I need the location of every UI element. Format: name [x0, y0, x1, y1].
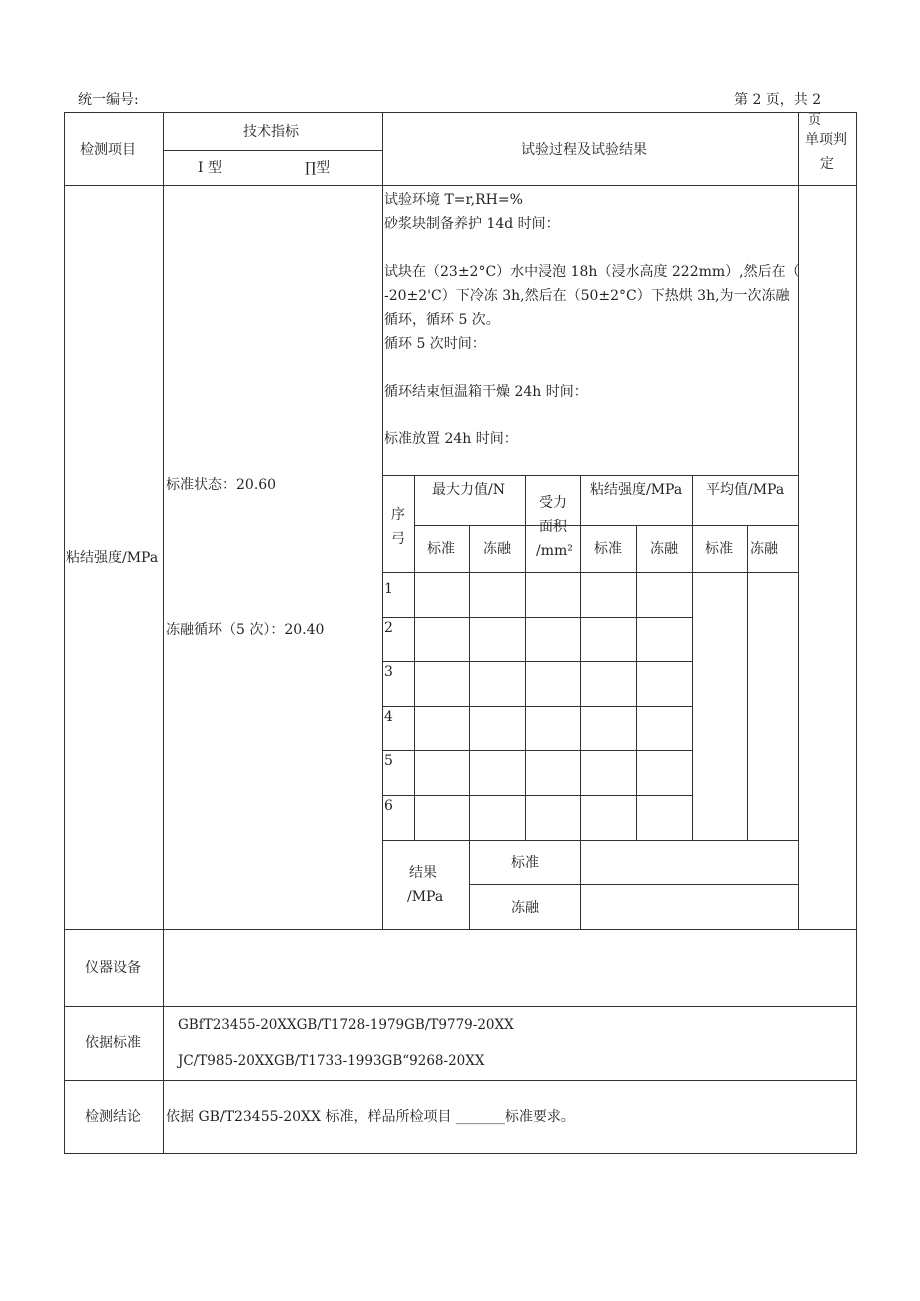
- procedure-line-2: -20±2'C）下冷冻 3h,然后在（50±2°C）下热烘 3h,为一次冻融: [384, 288, 790, 304]
- header-tech-index: 技术指标: [243, 124, 299, 140]
- table-bottom-border: [64, 1153, 857, 1154]
- force-mid-border: [469, 525, 470, 840]
- row-border-1: [382, 617, 692, 618]
- row-border-2: [382, 661, 692, 662]
- result-freeze-label: 冻融: [511, 900, 539, 916]
- row-border-5: [382, 795, 692, 796]
- row-border-4: [382, 750, 692, 751]
- row-number: 6: [384, 798, 393, 814]
- header-item: 检测项目: [80, 142, 136, 158]
- bond-standard-state: 标准状态：20.60: [166, 477, 277, 493]
- avg-freeze-header: 冻融: [750, 541, 778, 557]
- force-std-header: 标准: [427, 541, 455, 557]
- tech-sub-border: [163, 150, 382, 151]
- conclusion-text: 依据 GB/T23455-20XX 标准，样品所检项目 _______标准要求。: [166, 1109, 575, 1125]
- header-bottom-border: [64, 185, 857, 186]
- result-label-border: [469, 840, 470, 929]
- avg-mid-border: [747, 525, 748, 840]
- result-std-label: 标准: [511, 855, 539, 871]
- bond-mid-border: [636, 525, 637, 840]
- result-label-1: 结果: [409, 865, 437, 881]
- row-number: 2: [384, 620, 393, 636]
- seq-header-2: 弓: [391, 531, 405, 547]
- tech-column-border: [382, 112, 383, 929]
- basis-bottom-border: [64, 1080, 857, 1081]
- area-header-1: 受力: [539, 495, 567, 511]
- dry-time: 循环结束恒温箱干燥 24h 时间：: [384, 384, 588, 400]
- cycle-time: 循环 5 次时间：: [384, 336, 486, 352]
- row-number: 5: [384, 753, 393, 769]
- result-mid-border: [470, 884, 798, 885]
- seq-header-1: 序: [391, 507, 405, 523]
- header-judge-2: 定: [820, 156, 834, 172]
- force-right-border: [525, 475, 526, 840]
- row-number: 4: [384, 709, 393, 725]
- table-left-border: [64, 112, 65, 1154]
- inner-header-bottom: [382, 572, 798, 573]
- label-column-border: [163, 112, 164, 1154]
- table-top-border: [64, 112, 857, 113]
- serial-number-label: 统一编号:: [78, 92, 139, 108]
- standard-place-time: 标准放置 24h 时间：: [384, 431, 518, 447]
- bond-right-border: [692, 475, 693, 840]
- instrument-label: 仪器设备: [85, 960, 141, 976]
- test-env: 试验环境 T=r,RH=%: [384, 192, 523, 208]
- area-right-border: [580, 475, 581, 929]
- inner-table-top: [382, 475, 798, 476]
- inner-subheader-border: [414, 525, 798, 526]
- bond-strength-header: 粘结强度/MPa: [590, 482, 683, 498]
- bond-freeze-header: 冻融: [650, 541, 678, 557]
- page-info: 第 2 页，共 2: [734, 92, 822, 108]
- row-border-3: [382, 706, 692, 707]
- bond-freeze-cycle: 冻融循环（5 次）：20.40: [166, 622, 325, 638]
- basis-label: 依据标准: [85, 1035, 141, 1051]
- header-judge-1: 单项判: [805, 132, 847, 148]
- row-number: 3: [384, 664, 393, 680]
- conclusion-label: 检测结论: [85, 1109, 141, 1125]
- area-header-3: /mm²: [536, 543, 573, 559]
- basis-line-2: JC/T985-20XXGB/T1733-1993GB“9268-20XX: [178, 1053, 485, 1069]
- rows-bottom: [382, 840, 798, 841]
- bond-item-label: 粘结强度/MPa: [66, 550, 159, 566]
- instrument-bottom-border: [64, 1006, 857, 1007]
- procedure-line-1: 试块在（23±2°C）水中浸泡 18h（浸水高度 222mm）,然后在（: [384, 264, 800, 280]
- process-column-border: [798, 112, 799, 929]
- avg-std-header: 标准: [705, 541, 733, 557]
- seq-col-border: [414, 475, 415, 840]
- cure-time: 砂浆块制备养护 14d 时间：: [384, 216, 560, 232]
- header-type-2: ∏型: [305, 160, 331, 176]
- result-label-2: /MPa: [407, 889, 444, 905]
- table-right-border: [856, 112, 857, 1154]
- bond-bottom-border: [64, 929, 857, 930]
- header-process: 试验过程及试验结果: [521, 142, 647, 158]
- row-number: 1: [384, 581, 393, 597]
- area-header-2: 面积: [539, 519, 567, 535]
- procedure-line-3: 循环，循环 5 次。: [384, 312, 500, 328]
- bond-std-header: 标准: [594, 541, 622, 557]
- basis-line-1: GBfT23455-20XXGB/T1728-1979GB/T9779-20XX: [178, 1017, 514, 1033]
- average-header: 平均值/MPa: [706, 482, 785, 498]
- header-type-1: I 型: [198, 160, 222, 176]
- max-force-header: 最大力值/N: [432, 482, 505, 498]
- force-freeze-header: 冻融: [483, 541, 511, 557]
- header-page-wrap: 页: [808, 113, 822, 128]
